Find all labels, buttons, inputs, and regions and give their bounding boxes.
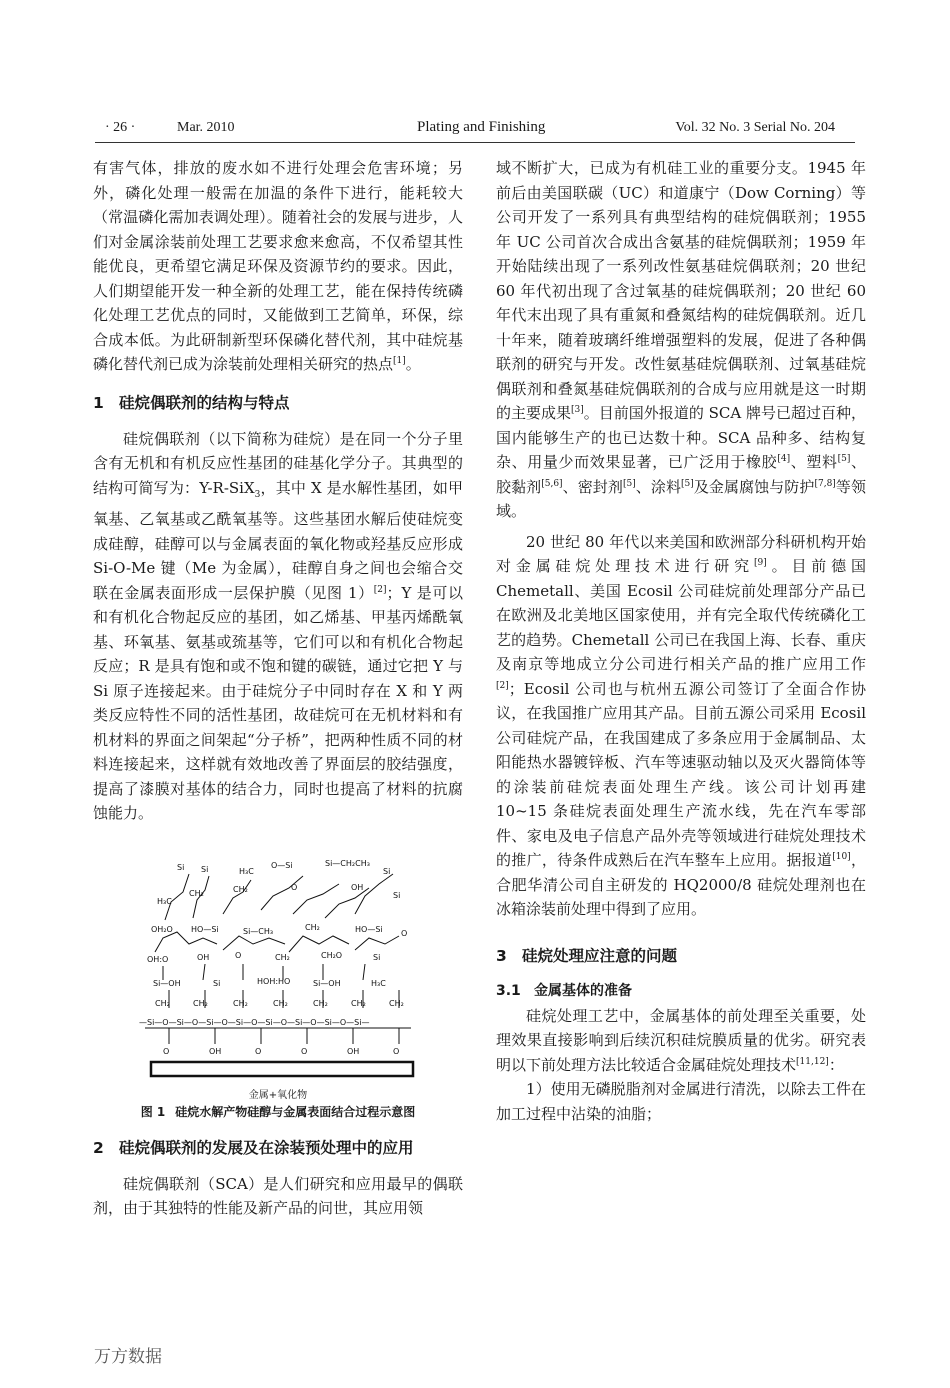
svg-text:HO—Si: HO—Si bbox=[191, 924, 219, 934]
svg-text:O—Si: O—Si bbox=[271, 860, 293, 870]
svg-text:CH₂: CH₂ bbox=[155, 998, 170, 1008]
journal-name: Plating and Finishing bbox=[417, 119, 546, 135]
svg-text:Si: Si bbox=[373, 952, 381, 962]
header-rule bbox=[95, 142, 855, 143]
svg-text:HO—Si: HO—Si bbox=[355, 924, 383, 934]
svg-text:O: O bbox=[393, 1046, 400, 1056]
paragraph-sca-history: 硅烷偶联剂（SCA）是人们研究和应用最早的偶联剂，由于其独特的性能及新产品的问世，其应用领 bbox=[93, 1174, 463, 1217]
page-number: · 26 · bbox=[105, 120, 136, 135]
section-2-heading: 2 硅烷偶联剂的发展及在涂装预处理中的应用 bbox=[93, 1138, 414, 1157]
svg-text:Si—OH: Si—OH bbox=[153, 978, 181, 988]
svg-text:Si—CH₃: Si—CH₃ bbox=[243, 926, 274, 936]
svg-text:OH₂O: OH₂O bbox=[151, 924, 173, 934]
section-1-heading: 1 硅烷偶联剂的结构与特点 bbox=[93, 393, 290, 412]
svg-text:Si: Si bbox=[201, 864, 209, 874]
svg-text:Si—CH₂CH₃: Si—CH₂CH₃ bbox=[325, 858, 370, 868]
paragraph-step-1: 1）使用无磷脱脂剂对金属进行清洗，以除去工件在加工过程中沾染的油脂； bbox=[496, 1080, 866, 1123]
svg-text:Si—OH: Si—OH bbox=[313, 978, 341, 988]
substrate-label: 金属+氧化物 bbox=[248, 1089, 308, 1101]
svg-text:CH₂: CH₂ bbox=[389, 998, 404, 1008]
svg-text:O: O bbox=[163, 1046, 170, 1056]
svg-text:HOH:HO: HOH:HO bbox=[257, 976, 291, 986]
issue-date: Mar. 2010 bbox=[177, 120, 235, 135]
svg-text:CH₂: CH₂ bbox=[233, 884, 248, 894]
svg-text:O: O bbox=[291, 882, 298, 892]
subsection-3-1-heading: 3.1 金属基体的准备 bbox=[496, 982, 632, 999]
svg-text:CH₂: CH₂ bbox=[305, 922, 320, 932]
running-header bbox=[95, 118, 855, 142]
svg-text:Si: Si bbox=[177, 862, 185, 872]
svg-text:Si: Si bbox=[393, 890, 401, 900]
left-column bbox=[93, 156, 463, 1221]
section-3-heading: 3 硅烷处理应注意的问题 bbox=[496, 946, 678, 965]
watermark: 万方数据 bbox=[94, 1347, 162, 1367]
svg-text:CH₂O: CH₂O bbox=[321, 950, 343, 960]
paragraph-intro-continued: 有害气体，排放的废水如不进行处理会危害环境；另外，磷化处理一般需在加温的条件下进行，能耗较大（常温磷化需加表调处理）。随着社会的发展与进步，人们对金属涂装前处理工艺要求愈来愈高，不仅希望其性能优良，更希望它满足环保及资源节约的要求。因此，人们期望能开发一种全新的处理工艺，能在保持传统磷化处理工艺优点的同时，又能做到工艺简单，环保，综合成本低。为此研制新型环保磷化替代剂，其中硅烷基磷化替代剂已成为涂装前处理相关研究的热点[1]。 bbox=[93, 159, 463, 373]
svg-text:Si: Si bbox=[213, 978, 221, 988]
svg-text:CH₂: CH₂ bbox=[189, 888, 204, 898]
svg-text:CH₂: CH₂ bbox=[233, 998, 248, 1008]
svg-text:CH₂: CH₂ bbox=[273, 998, 288, 1008]
citation: [2] bbox=[373, 584, 387, 595]
volume-info: Vol. 32 No. 3 Serial No. 204 bbox=[675, 120, 835, 135]
paragraph-silane-industry: 20 世纪 80 年代以来美国和欧洲部分科研机构开始对金属硅烷处理技术进行研究[9]。目前德国 Chemetall、美国 Ecosil 公司硅烷前处理部分产品已在欧洲及北美地区国家使用，并有完全取代传统磷化工艺的趋势。Chemetall 公司已在我国上海、长春、重庆及南京等地成立分公司进行相关产品的推广应用工作[2]；Ecosil 公司也与杭州五源公司签订了全面合作协议，在我国推广应用其产品。目前五源公司采用 Ecosil 公司硅烷产品，在我国建成了多条应用于金属制品、太阳能热水器镀锌板、汽车等速驱动轴以及灭火器筒体等的涂装前硅烷表面处理生产线。该公司计划再建 10~15 条硅烷表面处理生产流水线，先在汽车零部件、家电及电子信息产品外壳等领域进行硅烷处理技术的推广，待条件成熟后在汽车整车上应用。据报道[10]，合肥华清公司自主研发的 HQ2000/8 硅烷处理剂也在冰箱涂装前处理中得到了应用。 bbox=[496, 532, 866, 918]
paragraph-silane-structure: 硅烷偶联剂（以下简称为硅烷）是在同一个分子里含有无机和有机反应性基团的硅基化学分子。其典型的结构可简写为：Y-R-SiX$_3$，其中 X 是水解性基团，如甲氧基、乙氧基或乙酰氧基等。这些基团水解后使硅烷变成硅醇，硅醇可以与金属表面的氧化物或羟基反应形成 Si-O-Me 键（Me 为金属），硅醇自身之间也会缩合交联在金属表面形成一层保护膜（见图 1）[2]；Y 是可以和有机化合物起反应的基团，如乙烯基、甲基丙烯酰氧基、环氧基、氨基或巯基等，它们可以和有机化合物起反应；R 是具有饱和或不饱和键的碳链，通过它把 Y 与 Si 原子连接起来。由于硅烷分子中同时存在 X 和 Y 两类反应特性不同的活性基团，故硅烷可在无机材料和有机材料的界面之间架起“分子桥”，把两种性质不同的材料连接起来，这样就有效地改善了界面层的胶结强度，提高了漆膜对基体的结合力，同时也提高了材料的抗腐蚀能力。 bbox=[93, 429, 463, 822]
svg-text:OH: OH bbox=[351, 882, 364, 892]
svg-text:CH₂: CH₂ bbox=[313, 998, 328, 1008]
svg-text:H₃C: H₃C bbox=[239, 866, 254, 876]
svg-text:Si: Si bbox=[383, 866, 391, 876]
svg-text:H₃C: H₃C bbox=[371, 978, 386, 988]
svg-text:CH₂: CH₂ bbox=[351, 998, 366, 1008]
svg-text:—Si—O—Si—O—Si—O—Si—O—Si—O—Si—O: —Si—O—Si—O—Si—O—Si—O—Si—O—Si—O—Si—O—Si— bbox=[139, 1017, 370, 1027]
citation: [1] bbox=[393, 356, 406, 366]
svg-text:O: O bbox=[235, 950, 242, 960]
figure-1 bbox=[93, 840, 463, 1100]
svg-text:CH₂: CH₂ bbox=[193, 998, 208, 1008]
paragraph-substrate-prep: 硅烷处理工艺中，金属基体的前处理至关重要，处理效果直接影响到后续沉积硅烷膜质量的优劣。研究表明以下前处理方法比较适合金属硅烷处理技术[11,12]： bbox=[496, 1006, 866, 1074]
svg-text:O: O bbox=[401, 928, 408, 938]
svg-text:OH: OH bbox=[197, 952, 210, 962]
figure-1-caption: 图 1 硅烷水解产物硅醇与金属表面结合过程示意图 bbox=[140, 1104, 416, 1119]
silane-bonding-diagram bbox=[93, 840, 463, 1100]
right-column bbox=[496, 156, 866, 1126]
svg-text:O: O bbox=[301, 1046, 308, 1056]
paragraph-sca-development: 域不断扩大，已成为有机硅工业的重要分支。1945 年前后由美国联碳（UC）和道康宁（Dow Corning）等公司开发了一系列具有典型结构的硅烷偶联剂；1955 年 UC 公司首次合成出含氨基的硅烷偶联剂；1959 年开始陆续出现了一系列改性氨基硅烷偶联剂；20 世纪 60 年代初出现了含过氧基的硅烷偶联剂；20 世纪 60 年代末出现了具有重氮和叠氮结构的硅烷偶联剂。近几十年来，随着玻璃纤维增强塑料的发展，促进了各种偶联剂的研究与开发。改性氨基硅烷偶联剂、过氧基硅烷偶联剂和叠氮基硅烷偶联剂的合成与应用就是这一时期的主要成果[3]。目前国外报道的 SCA 牌号已超过百种，国内能够生产的也已达数十种。SCA 品种多、结构复杂、用量少而效果显著，已广泛用于橡胶[4]、塑料[5]、胶黏剂[5,6]、密封剂[5]、涂料[5]及金属腐蚀与防护[7,8]等领域。 bbox=[496, 159, 866, 520]
svg-text:OH: OH bbox=[209, 1046, 222, 1056]
svg-text:OH:O: OH:O bbox=[147, 954, 169, 964]
svg-text:OH: OH bbox=[347, 1046, 360, 1056]
svg-text:CH₂: CH₂ bbox=[275, 952, 290, 962]
svg-text:O: O bbox=[255, 1046, 262, 1056]
metal-substrate bbox=[151, 1062, 413, 1076]
svg-text:H₃C: H₃C bbox=[157, 896, 172, 906]
